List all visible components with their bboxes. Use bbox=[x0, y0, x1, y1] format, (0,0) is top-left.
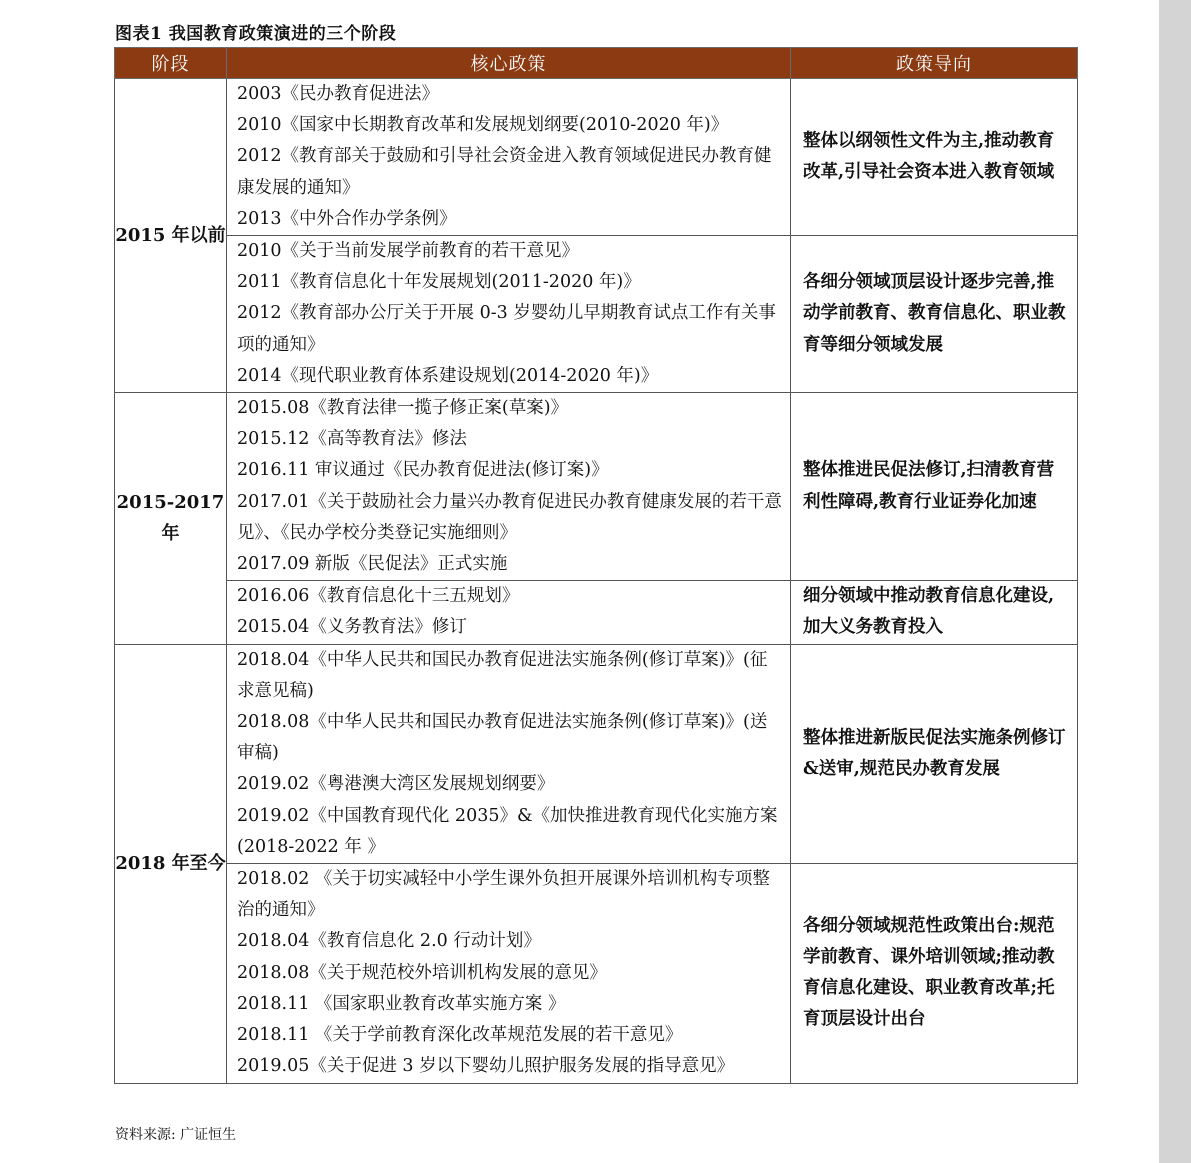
policy-item: 2018.11 《关于学前教育深化改革规范发展的若干意见》 bbox=[237, 1025, 683, 1046]
stage-cell: 2015 年以前 bbox=[115, 79, 227, 393]
policy-list bbox=[227, 393, 791, 581]
scrollbar[interactable] bbox=[1159, 0, 1191, 1163]
source-note: 资料来源: 广证恒生 bbox=[115, 1127, 237, 1143]
table-row bbox=[115, 236, 1078, 393]
policy-table bbox=[114, 47, 1078, 1084]
policy-item: 2019.02《中国教育现代化 2035》&《加快推进教育现代化实施方案(2018-2022 年 》 bbox=[237, 805, 778, 857]
direction-cell: 整体推进新版民促法实施条例修订&送审,规范民办教育发展 bbox=[791, 644, 1078, 863]
policy-item: 2019.02《粤港澳大湾区发展规划纲要》 bbox=[237, 774, 555, 795]
direction-cell: 各细分领域规范性政策出台:规范学前教育、课外培训领域;推动教育信息化建设、职业教育改革;托育顶层设计出台 bbox=[791, 864, 1078, 1083]
policy-list bbox=[227, 79, 791, 236]
stage-cell: 2018 年至今 bbox=[115, 644, 227, 1083]
policy-list bbox=[227, 864, 791, 1083]
policy-list bbox=[227, 644, 791, 863]
policy-item: 2017.09 新版《民促法》正式实施 bbox=[237, 554, 508, 575]
policy-item: 2018.08《中华人民共和国民办教育促进法实施条例(修订草案)》(送审稿) bbox=[237, 712, 768, 764]
policy-item: 2018.02 《关于切实减轻中小学生课外负担开展课外培训机构专项整治的通知》 bbox=[237, 869, 770, 921]
direction-cell: 细分领域中推动教育信息化建设,加大义务教育投入 bbox=[791, 581, 1078, 644]
policy-list bbox=[227, 581, 791, 644]
policy-item: 2012《教育部关于鼓励和引导社会资金进入教育领域促进民办教育健康发展的通知》 bbox=[237, 146, 772, 198]
header-policy-direction: 政策导向 bbox=[791, 48, 1078, 79]
policy-item: 2015.04《义务教育法》修订 bbox=[237, 617, 467, 638]
header-core-policy: 核心政策 bbox=[227, 48, 791, 79]
table-row bbox=[115, 864, 1078, 1083]
figure-title: 图表1 我国教育政策演进的三个阶段 bbox=[115, 24, 397, 44]
policy-item: 2012《教育部办公厅关于开展 0-3 岁婴幼儿早期教育试点工作有关事项的通知》 bbox=[237, 303, 776, 355]
policy-item: 2018.04《教育信息化 2.0 行动计划》 bbox=[237, 931, 541, 952]
policy-item: 2015.12《高等教育法》修法 bbox=[237, 429, 467, 450]
table-row bbox=[115, 644, 1078, 863]
policy-item: 2018.08《关于规范校外培训机构发展的意见》 bbox=[237, 962, 607, 983]
policy-item: 2018.11 《国家职业教育改革实施方案 》 bbox=[237, 993, 566, 1014]
policy-item: 2013《中外合作办学条例》 bbox=[237, 208, 457, 229]
direction-cell: 各细分领域顶层设计逐步完善,推动学前教育、教育信息化、职业教育等细分领域发展 bbox=[791, 236, 1078, 393]
policy-list bbox=[227, 236, 791, 393]
policy-item: 2010《国家中长期教育改革和发展规划纲要(2010-2020 年)》 bbox=[237, 115, 729, 136]
policy-item: 2016.11 审议通过《民办教育促进法(修订案)》 bbox=[237, 460, 609, 481]
header-row bbox=[115, 48, 1078, 79]
table-row bbox=[115, 79, 1078, 236]
table-row bbox=[115, 393, 1078, 581]
policy-item: 2019.05《关于促进 3 岁以下婴幼儿照护服务发展的指导意见》 bbox=[237, 1056, 735, 1077]
table-row bbox=[115, 581, 1078, 644]
policy-item: 2017.01《关于鼓励社会力量兴办教育促进民办教育健康发展的若干意见》、《民办学校分类登记实施细则》 bbox=[237, 491, 782, 543]
policy-item: 2011《教育信息化十年发展规划(2011-2020 年)》 bbox=[237, 272, 641, 293]
policy-item: 2016.06《教育信息化十三五规划》 bbox=[237, 586, 520, 607]
policy-item: 2003《民办教育促进法》 bbox=[237, 84, 440, 104]
stage-cell: 2015-2017 年 bbox=[115, 393, 227, 645]
header-stage: 阶段 bbox=[115, 48, 227, 79]
policy-item: 2018.04《中华人民共和国民办教育促进法实施条例(修订草案)》(征求意见稿) bbox=[237, 649, 768, 701]
policy-item: 2014《现代职业教育体系建设规划(2014-2020 年)》 bbox=[237, 365, 659, 386]
direction-cell: 整体以纲领性文件为主,推动教育改革,引导社会资本进入教育领域 bbox=[791, 79, 1078, 236]
policy-item: 2015.08《教育法律一揽子修正案(草案)》 bbox=[237, 398, 569, 419]
direction-cell: 整体推进民促法修订,扫清教育营利性障碍,教育行业证券化加速 bbox=[791, 393, 1078, 581]
policy-item: 2010《关于当前发展学前教育的若干意见》 bbox=[237, 241, 580, 262]
